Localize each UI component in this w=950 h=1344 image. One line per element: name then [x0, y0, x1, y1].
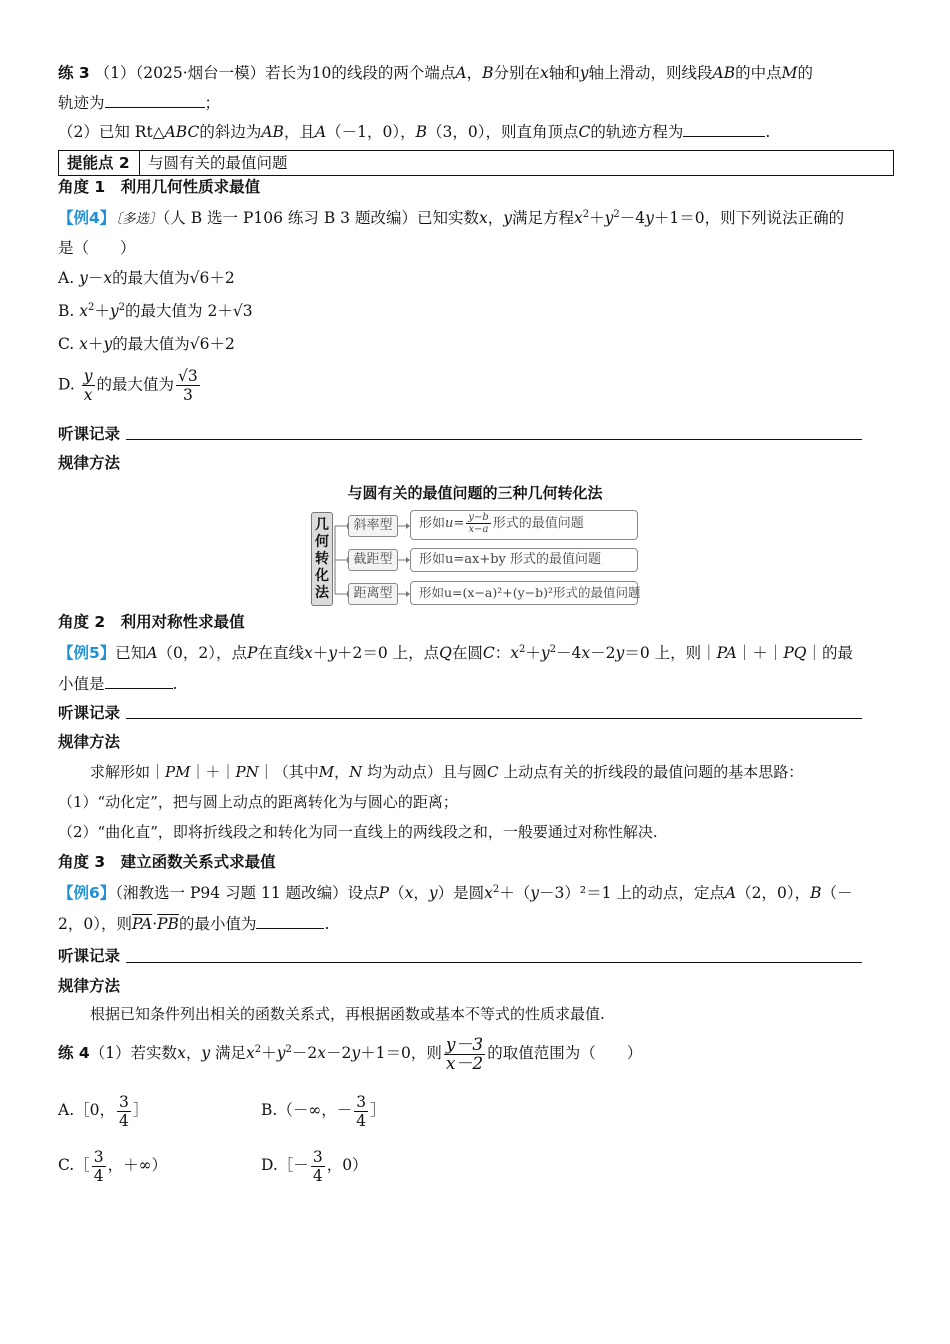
text: 满足: [215, 1044, 247, 1062]
diagram-main-box: [311, 512, 333, 606]
text: A.［0，: [58, 1101, 115, 1119]
text: y−b: [468, 512, 489, 523]
ex6-tag: 【例6】: [58, 884, 116, 902]
text: x－2: [445, 1053, 484, 1074]
text: A.: [58, 269, 75, 287]
notes-label: 听课记录: [58, 704, 121, 722]
text: ）是圆: [437, 884, 485, 902]
text: D.［－: [261, 1156, 309, 1174]
text: 化: [315, 568, 329, 584]
ex4-option-b[interactable]: B. $x^2+y^2$的最大值为 2＋√3: [58, 301, 253, 320]
text: 的最大值为: [112, 269, 190, 287]
text: 轴和: [548, 64, 580, 82]
angle1-heading: 角度 1 利用几何性质求最值: [58, 178, 261, 196]
text: 〔多选〕: [115, 211, 163, 227]
text: （2）已知 Rt△: [58, 123, 165, 141]
ex6-line2: 2，0），则$\overline{PA}\cdot\overline{PB}$的最小值为 .: [58, 915, 330, 933]
text: 6＋2: [199, 269, 235, 287]
answer-blank[interactable]: [256, 914, 324, 929]
text: 形式的最值问题: [492, 516, 584, 531]
ex4-line2: 是（ ）: [58, 239, 136, 257]
text: 的取值范围为（ ）: [487, 1044, 643, 1062]
lian4-label: 练 4: [58, 1044, 90, 1062]
text: －4: [556, 644, 582, 662]
text: 6＋2: [199, 335, 235, 353]
text: 4: [312, 1166, 323, 1185]
section-label: 提能点 2: [59, 151, 140, 175]
text: ，＋∞）: [107, 1156, 168, 1174]
angle2-heading: 角度 2 利用对称性求最值: [58, 613, 245, 631]
text: ，且: [283, 123, 315, 141]
text: 已知: [115, 644, 147, 662]
answer-blank[interactable]: [105, 674, 173, 689]
text: 4: [118, 1111, 129, 1130]
text: （－1，0），: [326, 123, 416, 141]
method3-text: 根据已知条件列出相关的函数关系式，再根据函数或基本不等式的性质求最值.: [90, 1005, 605, 1023]
angle3-heading: 角度 3 建立函数关系式求最值: [58, 853, 276, 871]
section-header: [58, 150, 894, 176]
ex5-line2: [58, 674, 177, 694]
text: 3: [182, 386, 193, 404]
ex4-line1: 【例4】〔多选〕（人 B 选一 P106 练习 B 3 题改编）已知实数x，y满足方程$x^2+y^2-4y+1=0$，则下列说法正确的: [58, 208, 845, 227]
method2-line1: 求解形如｜PM｜＋｜PN｜（其中M，N 均为动点）且与圆C 上动点有关的折线段的最值问题的基本思路：: [90, 763, 804, 781]
text: 的: [797, 64, 814, 82]
lian4-line1: 练 4（1）若实数x，y 满足$x^2+y^2-2x-2y+1=0$，则 $\frac{y-3}{x-2}$ 的取值范围为（ ）: [58, 1034, 643, 1074]
diagram-title: 与圆有关的最值问题的三种几何转化法: [347, 484, 603, 502]
text: （湘教选一 P94 习题 11 题改编）设点: [115, 884, 379, 902]
section-title: 与圆有关的最值问题: [148, 154, 288, 172]
text: （1）若实数: [89, 1044, 178, 1062]
text: 的斜边为: [199, 123, 262, 141]
lian3-label: 练 3: [58, 64, 90, 82]
ex6-line1: 【例6】（湘教选一 P94 习题 11 题改编）设点P（x，y）是圆$x^2+(y-3)^2=1$ 上的动点，定点A（2，0），B（－: [58, 883, 853, 902]
text: ｜的最: [806, 644, 853, 662]
text: ＋1＝0，则下列说法正确的: [653, 209, 845, 227]
notes-line[interactable]: [126, 962, 862, 963]
text: －2: [291, 1044, 318, 1062]
text: .: [172, 675, 178, 693]
text: B.: [58, 302, 75, 320]
text: －3）²＝1 上的动点，定点: [539, 884, 725, 902]
lian3-line3: （2）已知 Rt△ABC的斜边为AB，且A（－1，0），B（3，0），则直角顶点C的轨迹方程为 .: [58, 123, 771, 141]
answer-blank[interactable]: [105, 93, 205, 108]
text: ＋2＝0 上，点: [336, 644, 440, 662]
text: 轨迹为: [58, 94, 105, 112]
text: －4: [619, 209, 646, 227]
text: ｜＋｜: [190, 763, 236, 781]
text: 2，0），则: [58, 915, 132, 933]
slope-type-tag: 斜率型: [348, 515, 398, 537]
intercept-type-tag: 截距型: [348, 549, 398, 571]
text: 3: [312, 1147, 323, 1166]
notes-line[interactable]: [126, 439, 862, 440]
intercept-desc: 形如u=ax+by 形式的最值问题: [410, 548, 638, 572]
text: 3: [356, 1092, 367, 1111]
text: ］: [132, 1101, 149, 1119]
method-label: 规律方法: [58, 733, 121, 751]
text: （0，2），点: [157, 644, 247, 662]
text: ＝0 上，则｜: [624, 644, 717, 662]
text: 的最小值为: [178, 915, 257, 933]
notes-label: 听课记录: [58, 425, 121, 443]
distance-type-tag: 距离型: [348, 583, 398, 605]
method2-line3: （2）“曲化直”，即将折线段之和转化为同一直线上的两线段之和，一般要通过对称性解决.: [58, 823, 658, 841]
text: 3: [118, 1092, 129, 1111]
lian3-line2: [58, 93, 220, 113]
text: ＋: [589, 209, 605, 227]
notes-label: 听课记录: [58, 947, 121, 965]
text: 几: [315, 517, 329, 533]
text: 转: [315, 551, 329, 567]
text: 的轨迹方程为: [590, 123, 684, 141]
ex4-option-d[interactable]: D. $\frac{y}{x}$ 的最大值为 $\frac{√3}{3}$: [58, 367, 198, 404]
lian4-option-d[interactable]: [261, 1145, 368, 1185]
text: （1）: [94, 64, 136, 82]
text: （3，0），则直角顶点: [427, 123, 579, 141]
ex5-line1: 【例5】已知A（0，2），点P在直线x＋y＋2＝0 上，点Q在圆C：$x^2+y^2-4x-2y=0$ 上，则｜PA｜＋｜PQ｜的最: [58, 643, 853, 662]
text: ；: [204, 94, 221, 112]
text: ｜＋｜: [736, 644, 784, 662]
text: 在直线: [257, 644, 304, 662]
text: 轴上滑动，则线段: [588, 64, 713, 82]
lian4-option-a[interactable]: [58, 1090, 148, 1130]
text: （2，0），: [736, 884, 811, 902]
text: 何: [315, 534, 329, 550]
text: x−a: [468, 524, 489, 535]
text: .: [765, 123, 771, 141]
text: 3: [93, 1147, 104, 1166]
text: ，0）: [326, 1156, 368, 1174]
ex4-option-c[interactable]: C. x＋y的最大值为√6＋2: [58, 335, 235, 353]
lian3-line1: 练 3 （1）（2025·烟台一模）若长为10的线段的两个端点A，B分别在x轴和y轴上滑动，则线段AB的中点M的: [58, 64, 814, 82]
text: 的最大值为 2＋: [125, 302, 233, 320]
method2-line2: （1）“动化定”，把与圆上动点的距离转化为与圆心的距离；: [58, 793, 458, 811]
text: （2025·烟台一模）若长为10的线段的两个端点: [135, 64, 456, 82]
slope-desc: 形如u= $\frac{y-b}{x-a}$ 形式的最值问题: [410, 510, 638, 540]
text: －2: [590, 644, 616, 662]
text: 小值是: [58, 675, 105, 693]
text: 均为动点）且与圆: [367, 763, 488, 781]
text: 形如: [419, 516, 446, 531]
text: 上动点有关的折线段的最值问题的基本思路：: [503, 763, 804, 781]
lian4-option-c[interactable]: [58, 1145, 167, 1185]
text: C.: [58, 335, 75, 353]
text: C.［: [58, 1156, 90, 1174]
text: 的最大值为: [112, 335, 190, 353]
text: y－3: [445, 1034, 484, 1055]
method-label: 规律方法: [58, 977, 121, 995]
text: 分别在: [493, 64, 540, 82]
text: ］: [370, 1101, 386, 1119]
text: 4: [356, 1111, 367, 1130]
text: D.: [58, 375, 75, 394]
text: ＋（: [499, 884, 531, 902]
method-label: 规律方法: [58, 454, 121, 472]
text: 3: [187, 367, 198, 385]
text: 3: [242, 302, 253, 320]
notes-line[interactable]: [126, 718, 862, 719]
text: .: [324, 915, 330, 933]
text: ｜（其中: [258, 763, 319, 781]
text: ＋1＝0，则: [360, 1044, 442, 1062]
text: 求解形如｜: [90, 763, 166, 781]
ex4-tag: 【例4】: [58, 209, 116, 227]
text: （－: [821, 884, 853, 902]
text: 法: [315, 585, 329, 601]
answer-blank[interactable]: [683, 122, 765, 137]
text: 的最大值为: [96, 375, 175, 394]
text: 满足方程: [511, 209, 574, 227]
text: －2: [325, 1044, 352, 1062]
ex5-tag: 【例5】: [58, 644, 116, 662]
text: 在圆: [451, 644, 483, 662]
ex4-option-a[interactable]: A. y－x的最大值为√6＋2: [58, 269, 235, 287]
lian4-option-b[interactable]: [261, 1090, 386, 1130]
distance-desc: 形如u=(x−a)²+(y−b)²形式的最值问题: [410, 581, 638, 605]
text: （人 B 选一 P106 练习 B 3 题改编）已知实数: [162, 209, 479, 227]
text: 4: [93, 1166, 104, 1185]
text: B.（－∞，－: [261, 1101, 353, 1119]
text: 的中点: [735, 64, 782, 82]
